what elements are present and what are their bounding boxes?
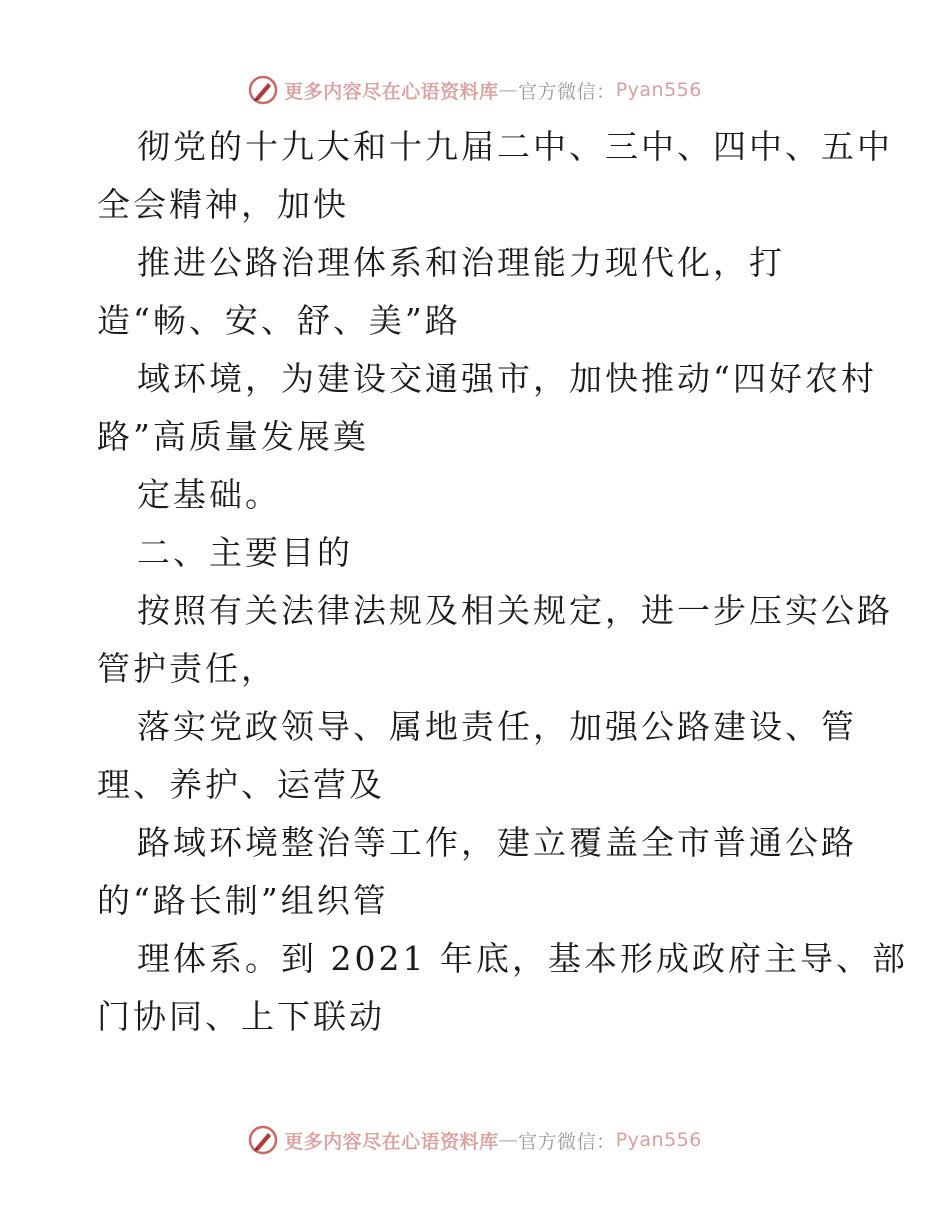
text-line: 理、养护、运营及: [97, 765, 385, 804]
text-line: 定基础。: [137, 475, 281, 514]
text-line: 全会精神，加快: [97, 185, 349, 224]
watermark-wechat-id: Pyan556: [615, 1129, 702, 1151]
text-line: 路域环境整治等工作，建立覆盖全市普通公路: [137, 823, 857, 862]
watermark-title: 更多内容尽在心语资料库: [284, 1130, 499, 1153]
watermark-label: 官方微信：: [518, 80, 616, 103]
document-body: [97, 118, 908, 1046]
text-line: 理体系。到 2021 年底，基本形成政府主导、部: [137, 939, 908, 978]
text-line: 管护责任，: [97, 649, 277, 688]
text-line: 推进公路治理体系和治理能力现代化，打: [137, 243, 785, 282]
watermark-wechat-id: Pyan556: [615, 79, 702, 101]
text-line: 门协同、上下联动: [97, 997, 385, 1036]
watermark-header: [0, 70, 950, 110]
text-line: 路”高质量发展奠: [97, 417, 369, 456]
text-line: 的“路长制”组织管: [97, 881, 389, 920]
text-line: 域环境，为建设交通强市，加快推动“四好农村: [137, 359, 877, 398]
watermark-dash: —: [498, 79, 519, 101]
watermark-dash: —: [498, 1129, 519, 1151]
text-line: 造“畅、安、舒、美”路: [97, 301, 461, 340]
watermark-footer: [0, 1120, 950, 1160]
text-line: 落实党政领导、属地责任，加强公路建设、管: [137, 707, 857, 746]
pen-logo-icon: [248, 75, 278, 105]
watermark-title: 更多内容尽在心语资料库: [284, 80, 499, 103]
watermark-label: 官方微信：: [518, 1130, 616, 1153]
text-line: 按照有关法律法规及相关规定，进一步压实公路: [137, 591, 893, 630]
text-line: 彻党的十九大和十九届二中、三中、四中、五中: [137, 127, 893, 166]
pen-logo-icon: [248, 1125, 278, 1155]
section-heading: 二、主要目的: [137, 533, 353, 572]
